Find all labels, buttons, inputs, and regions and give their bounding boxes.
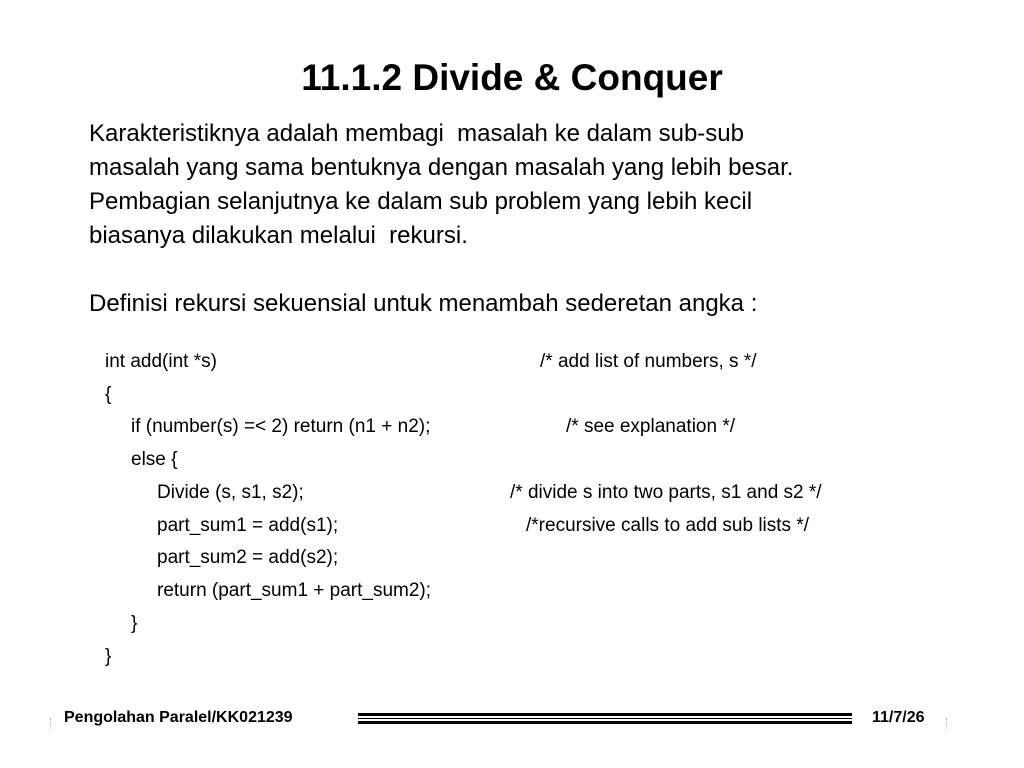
intro-line: Pembagian selanjutnya ke dalam sub problem yang lebih kecil [89,188,753,215]
code-line: part_sum2 = add(s2); [157,547,339,568]
code-line: } [131,613,138,634]
code-line: return (part_sum1 + part_sum2); [157,580,432,601]
code-line: Divide (s, s1, s2); [157,482,304,503]
slide-title: 11.1.2 Divide & Conquer [301,57,723,98]
code-line: if (number(s) =< 2) return (n1 + n2); [131,416,431,437]
code-comment: /*recursive calls to add sub lists */ [526,515,810,536]
footer-rule [358,713,852,727]
code-line: int add(int *s) [105,351,217,372]
footer-right-tick [946,718,949,730]
intro-line: biasanya dilakukan melalui rekursi. [89,222,468,249]
code-line: { [105,384,112,405]
footer-course: Pengolahan Paralel/KK021239 [64,709,293,726]
footer-page: 11/7/26 [872,709,925,726]
code-comment: /* add list of numbers, s */ [540,351,757,372]
code-line: else { [131,449,178,470]
footer-left-tick [50,718,53,730]
intro-line: Karakteristiknya adalah membagi masalah ke dalam sub-sub [89,120,744,147]
code-comment: /* divide s into two parts, s1 and s2 */ [510,482,822,503]
code-comment: /* see explanation */ [566,416,736,437]
code-line: part_sum1 = add(s1); [157,515,339,536]
definition-text: Definisi rekursi sekuensial untuk menambah sederetan angka : [89,290,758,317]
intro-line: masalah yang sama bentuknya dengan masalah yang lebih besar. [89,154,794,181]
code-line: } [105,646,112,667]
